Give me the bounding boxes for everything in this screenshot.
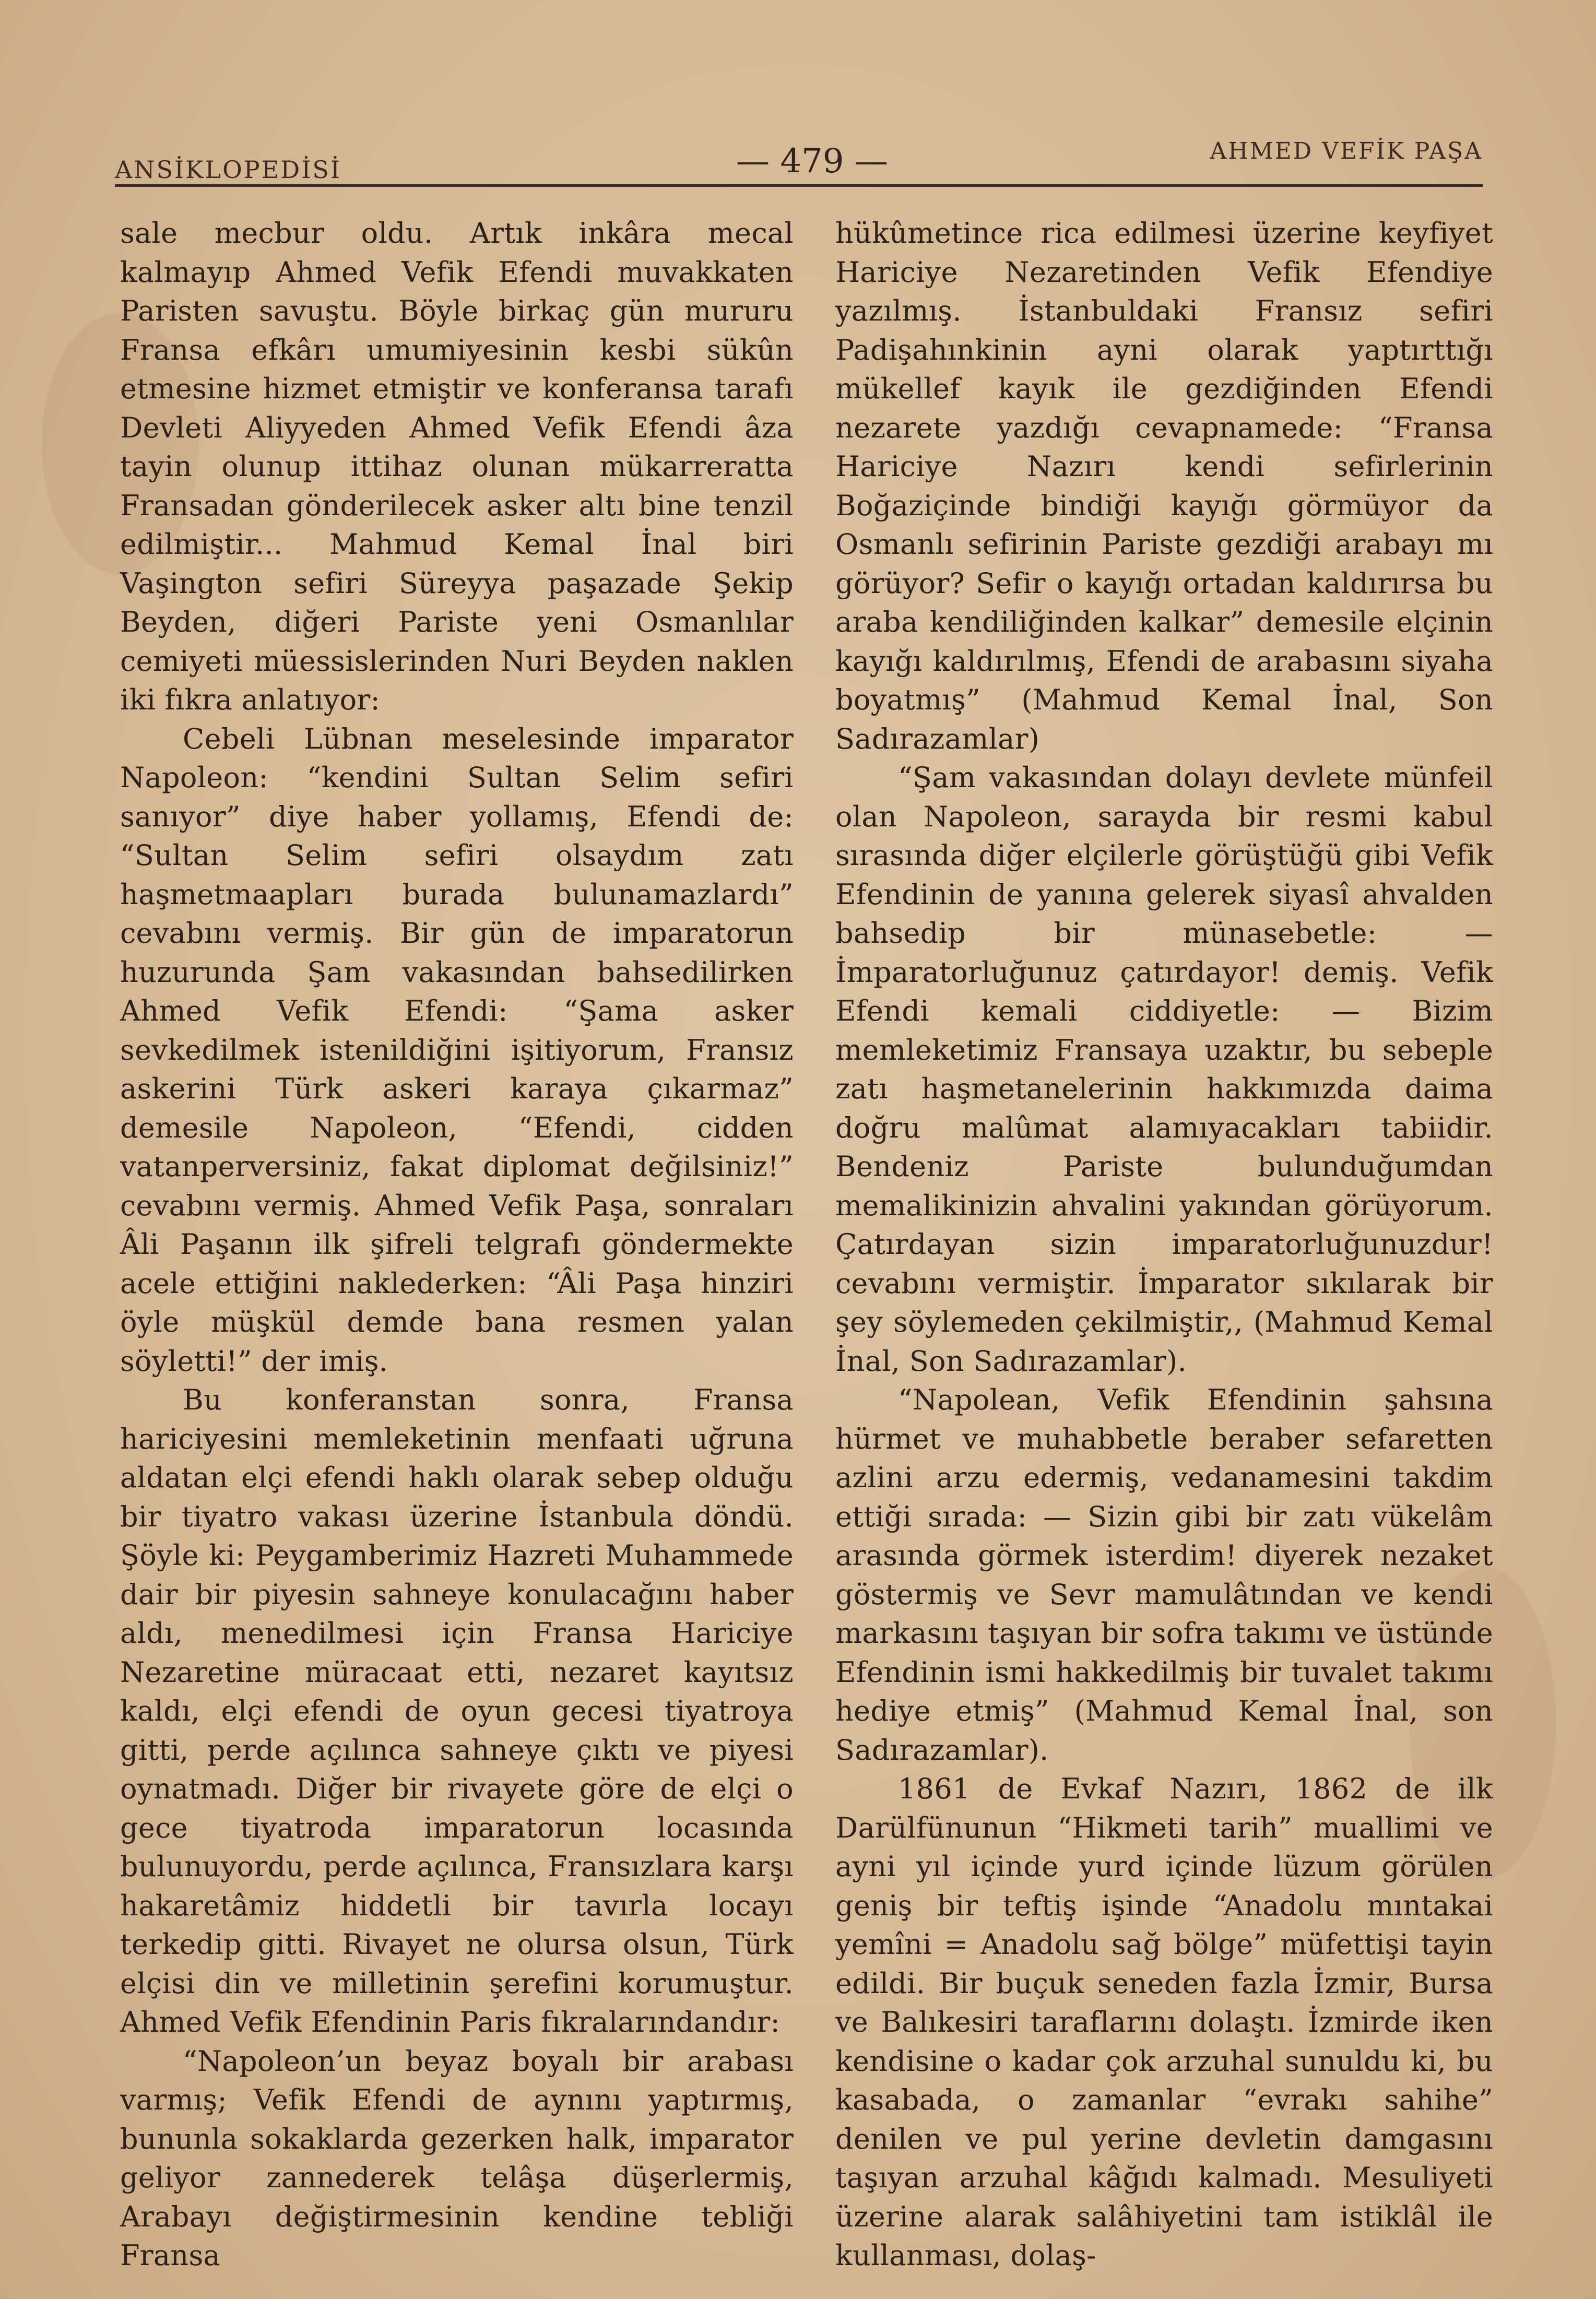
paragraph: 1861 de Evkaf Nazırı, 1862 de ilk Darülfünunun “Hikmeti tarih” muallimi ve ayni yıl içinde yurd içinde lüzum görülen geniş bir teftiş işinde “Anadolu mıntakai yemîni = Anadolu sağ bölge” müfettişi tayin edildi. Bir buçuk seneden fazla İzmir, Bursa ve Balıkesiri taraflarını dolaştı. İzmirde iken kendisine o kadar çok arzuhal sunuldu ki, bu kasabada, o zamanlar “evrakı sahihe” denilen ve pul yerine devletin damgasını taşıyan arzuhal kâğıdı kalmadı. Mesuliyeti üzerine alarak salâhiyetini tam istiklâl ile kullanması, dolaş- bbox=[835, 1772, 1493, 2272]
paragraph: Bu konferanstan sonra, Fransa hariciyesini memleketinin menfaati uğruna aldatan elçi efendi haklı olarak sebep olduğu bir tiyatro vakası üzerine İstanbula döndü. Şöyle ki: Peygamberimiz Hazreti Muhammede dair bir piyesin sahneye konulacağını haber aldı, menedilmesi için Fransa Hariciye Nezaretine müracaat etti, nezaret kayıtsız kaldı, elçi efendi de oyun gecesi tiyatroya gitti, perde açılınca sahneye çıktı ve piyesi oynatmadı. Diğer bir rivayete göre de elçi o gece tiyatroda imparatorun locasında bulunuyordu, perde açılınca, Fransızlara karşı hakaretâmiz hiddetli bir tavırla locayı terkedip gitti. Rivayet ne olursa olsun, Türk elçisi din ve milletinin şerefini korumuştur. Ahmed Vefik Efendinin Paris fıkralarındandır: bbox=[120, 1383, 794, 2039]
paragraph: sale mecbur oldu. Artık inkâra mecal kalmayıp Ahmed Vefik Efendi muvakkaten Paristen savuştu. Böyle birkaç gün mururu Fransa efkârı umumiyesinin kesbi sükûn etmesine hizmet etmiştir ve konferansa tarafı Devleti Aliyyeden Ahmed Vefik Efendi âza tayin olunup ittihaz olunan mükarreratta Fransadan gönderilecek asker altı bine tenzil edilmiştir... Mahmud Kemal İnal biri Vaşington sefiri Süreyya paşazade Şekip Beyden, diğeri Pariste yeni Osmanlılar cemiyeti müessislerinden Nuri Beyden naklen iki fıkra anlatıyor: bbox=[120, 217, 794, 716]
paragraph: “Napoleon’un beyaz boyalı bir arabası varmış; Vefik Efendi de aynını yaptırmış, bununla sokaklarda gezerken halk, imparator geliyor zannederek telâşa düşerlermiş, Arabayı değiştirmesinin kendine tebliği Fransa bbox=[120, 2044, 794, 2272]
header-encyclopedia-title: ANSİKLOPEDİSİ bbox=[115, 156, 342, 184]
header-rule bbox=[115, 184, 1483, 187]
paragraph: “Napolean, Vefik Efendinin şahsına hürmet ve muhabbetle beraber sefaretten azlini arzu edermiş, vedanamesini takdim ettiği sırada: — Sizin gibi bir zatı vükelâm arasında görmek isterdim! diyerek nezaket göstermiş ve Sevr mamulâtından ve kendi markasını taşıyan bir sofra takımı ve üstünde Efendinin ismi hakkedilmiş bir tuvalet takımı hediye etmiş” (Mahmud Kemal İnal, son Sadırazamlar). bbox=[835, 1383, 1493, 1767]
right-column bbox=[835, 214, 1493, 2272]
page-number: — 479 — bbox=[736, 142, 888, 181]
paragraph: Cebeli Lübnan meselesinde imparator Napoleon: “kendini Sultan Selim sefiri sanıyor” diye haber yollamış, Efendi de: “Sultan Selim sefiri olsaydım zatı haşmetmaapları burada bulunamazlardı” cevabını vermiş. Bir gün de imparatorun huzurunda Şam vakasından bahsedilirken Ahmed Vefik Efendi: “Şama asker sevkedilmek istenildiğini işitiyorum, Fransız askerini Türk askeri karaya çıkarmaz” demesile Napoleon, “Efendi, cidden vatanperversiniz, fakat diplomat değilsiniz!” cevabını vermiş. Ahmed Vefik Paşa, sonraları Âli Paşanın ilk şifreli telgrafı göndermekte acele ettiğini naklederken: “Âli Paşa hinziri öyle müşkül demde bana resmen yalan söyletti!” der imiş. bbox=[120, 722, 794, 1378]
left-column bbox=[120, 214, 794, 2272]
header-article-title: AHMED VEFİK PAŞA bbox=[1210, 138, 1483, 164]
paragraph: “Şam vakasından dolayı devlete münfeil olan Napoleon, sarayda bir resmi kabul sırasında diğer elçilerle görüştüğü gibi Vefik Efendinin de yanına gelerek siyasî ahvalden bahsedip bir münasebetle: — İmparatorluğunuz çatırdayor! demiş. Vefik Efendi kemali ciddiyetle: — Bizim memleketimiz Fransaya uzaktır, bu sebeple zatı haşmetanelerinin hakkımızda daima doğru malûmat alamıyacakları tabiidir. Bendeniz Pariste bulunduğumdan memalikinizin ahvalini yakından görüyorum. Çatırdayan sizin imparatorluğunuzdur! cevabını vermiştir. İmparator sıkılarak bir şey söylemeden çekilmiştir,, (Mahmud Kemal İnal, Son Sadırazamlar). bbox=[835, 761, 1493, 1378]
page-header bbox=[115, 131, 1483, 188]
paragraph: hükûmetince rica edilmesi üzerine keyfiyet Hariciye Nezaretinden Vefik Efendiye yazılmış. İstanbuldaki Fransız sefiri Padişahınkinin ayni olarak yaptırttığı mükellef kayık ile gezdiğinden Efendi nezarete yazdığı cevapnamede: “Fransa Hariciye Nazırı kendi sefirlerinin Boğaziçinde bindiği kayığı görmüyor da Osmanlı sefirinin Pariste gezdiği arabayı mı görüyor? Sefir o kayığı ortadan kaldırırsa bu araba kendiliğinden kalkar” demesile elçinin kayığı kaldırılmış, Efendi de arabasını siyaha boyatmış” (Mahmud Kemal İnal, Son Sadırazamlar) bbox=[835, 217, 1493, 755]
